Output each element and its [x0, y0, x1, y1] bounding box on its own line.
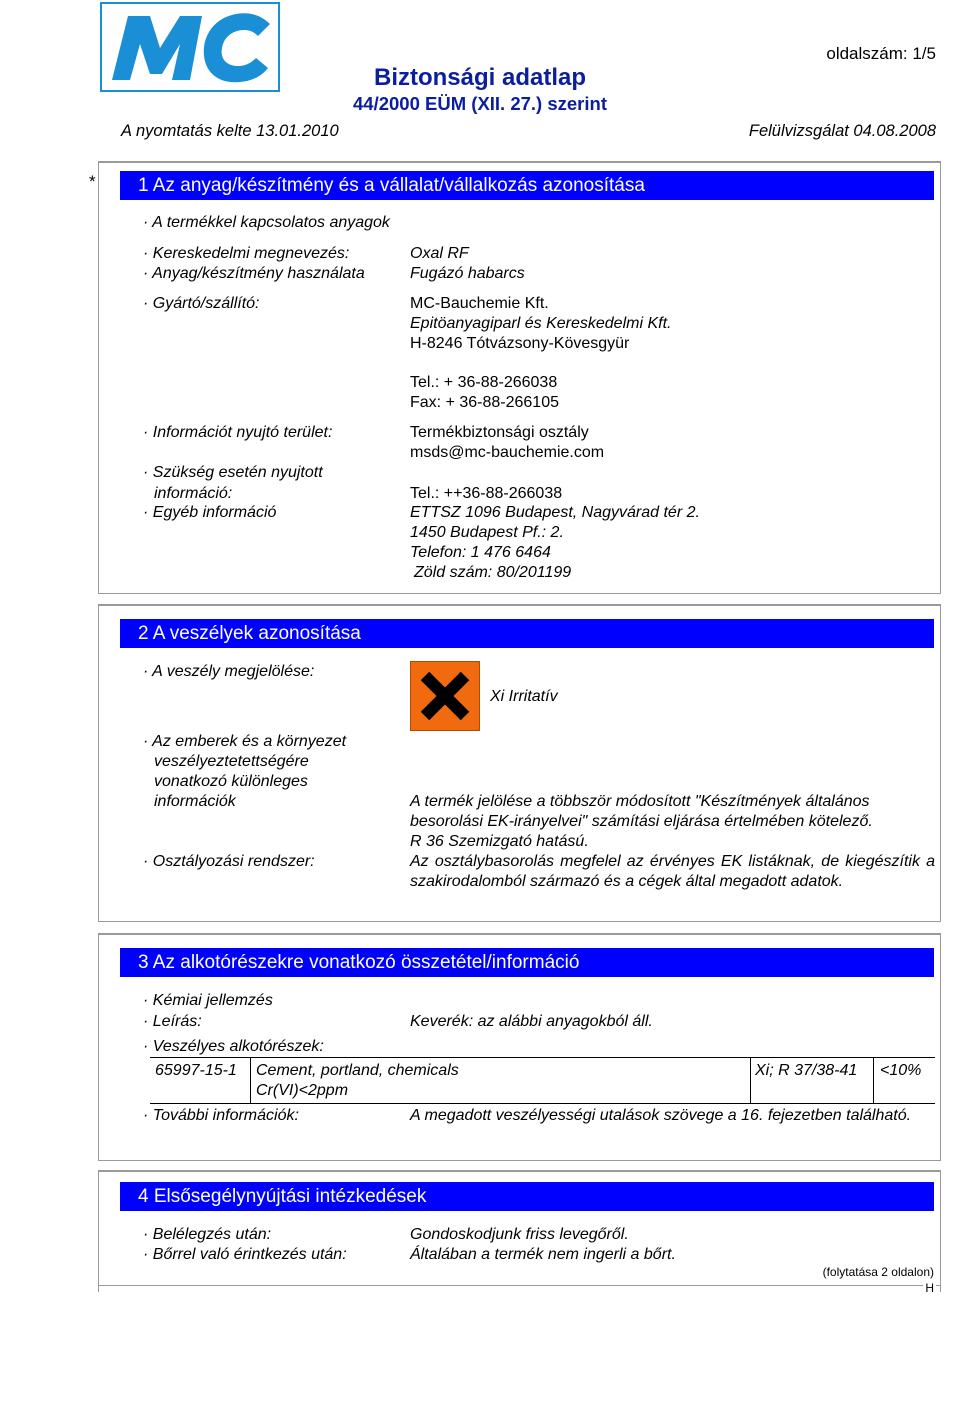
revision-date: Felülvizsgálat 04.08.2008 [748, 122, 936, 140]
special-info-label-cont: vonatkozó különleges [154, 773, 308, 790]
irritant-hazard-icon [410, 661, 480, 731]
further-info-label: · További információk: [143, 1107, 299, 1124]
special-info-label-cont: veszélyeztetettségére [154, 753, 309, 770]
table-divider [250, 1057, 251, 1103]
other-info-line: ETTSZ 1096 Budapest, Nagyvárad tér 2. [410, 504, 700, 521]
document-title: Biztonsági adatlap [373, 64, 587, 91]
hazardous-components-label: · Veszélyes alkotórészek: [143, 1038, 324, 1055]
classification-text: Az osztálybasorolás megfelel az érvényes EK listáknak, de kiegészítik a szakirodalomból származó és a cégek által megadott adatok. [410, 853, 935, 890]
emergency-label-cont: információ: [154, 485, 233, 502]
other-info-line: Zöld szám: 80/201199 [414, 564, 572, 581]
trade-name-value: Oxal RF [410, 245, 469, 262]
table-divider [750, 1057, 751, 1103]
inhalation-value: Gondoskodjunk friss levegőről. [410, 1226, 629, 1243]
phone: Tel.: + 36-88-266038 [410, 374, 558, 391]
other-info-label: · Egyéb információ [143, 504, 277, 521]
table-divider [873, 1057, 874, 1103]
chemical-characterization-label: · Kémiai jellemzés [143, 992, 273, 1009]
manufacturer-line: MC-Bauchemie Kft. [410, 295, 549, 312]
component-classification: Xi; R 37/38-41 [755, 1062, 858, 1079]
classification-label: · Osztályozási rendszer: [143, 853, 315, 870]
component-concentration: <10% [880, 1062, 922, 1079]
labelling-text: A termék jelölése a többször módosított "Készítmények általános besorolási EK-irányelvei" számítási eljárása értelmében kötelező. [410, 793, 873, 830]
special-info-label-cont: információk [154, 793, 236, 810]
description-label: · Leírás: [143, 1013, 202, 1030]
section-1-title: 1 Az anyag/készítmény és a vállalat/vállalkozás azonosítása [120, 171, 934, 200]
further-info-text: A megadott veszélyességi utalások szövege a 16. fejezetben található. [410, 1107, 912, 1124]
related-substances-label: · A termékkel kapcsolatos anyagok [143, 214, 390, 231]
skin-contact-value: Általában a termék nem ingerli a bőrt. [410, 1246, 676, 1263]
component-name: Cement, portland, chemicals [256, 1062, 459, 1079]
component-note: Cr(VI)<2ppm [256, 1082, 349, 1099]
section-2-title: 2 A veszélyek azonosítása [120, 619, 934, 648]
emergency-phone: Tel.: ++36-88-266038 [410, 485, 563, 502]
footer-rule [98, 1285, 941, 1286]
language-mark: H [925, 1281, 934, 1295]
info-area-line: Termékbiztonsági osztály [410, 424, 589, 441]
component-cas: 65997-15-1 [155, 1062, 237, 1079]
description-value: Keverék: az alábbi anyagokból áll. [410, 1013, 653, 1030]
document-subtitle: 44/2000 EÜM (XII. 27.) szerint [353, 93, 607, 114]
section-3-title: 3 Az alkotórészekre vonatkozó összetétel/információ [120, 948, 934, 977]
r36-phrase: R 36 Szemizgató hatású. [410, 833, 589, 850]
emergency-label: · Szükség esetén nyujtott [143, 464, 323, 481]
product-use-value: Fugázó habarcs [410, 265, 525, 282]
product-use-label: · Anyag/készítmény használata [143, 265, 365, 282]
manufacturer-line: Epitöanyagiparl és Kereskedelmi Kft. [410, 315, 672, 332]
manufacturer-line: H-8246 Tótvázsony-Kövesgyür [410, 335, 630, 352]
change-mark: * [89, 172, 96, 191]
fax: Fax: + 36-88-266105 [410, 394, 559, 411]
info-area-label: · Információt nyujtó terület: [143, 424, 333, 441]
special-info-label: · Az emberek és a környezet [143, 733, 347, 750]
trade-name-label: · Kereskedelmi megnevezés: [143, 245, 350, 262]
inhalation-label: · Belélegzés után: [143, 1226, 272, 1243]
page-number: oldalszám: 1/5 [826, 44, 936, 63]
print-date: A nyomtatás kelte 13.01.2010 [121, 122, 339, 140]
section-4-title: 4 Elsősegélynyújtási intézkedések [120, 1182, 934, 1211]
table-top-rule [150, 1057, 935, 1058]
hazard-symbol-text: Xi Irritatív [490, 688, 558, 705]
table-bottom-rule [150, 1103, 935, 1104]
manufacturer-label: · Gyártó/szállító: [143, 295, 260, 312]
other-info-line: 1450 Budapest Pf.: 2. [410, 524, 564, 541]
hazard-designation-label: · A veszély megjelölése: [143, 663, 315, 680]
continued-note: (folytatása 2 oldalon) [822, 1265, 934, 1279]
info-email: msds@mc-bauchemie.com [410, 444, 605, 461]
skin-contact-label: · Bőrrel való érintkezés után: [143, 1246, 347, 1263]
other-info-line: Telefon: 1 476 6464 [410, 544, 551, 561]
